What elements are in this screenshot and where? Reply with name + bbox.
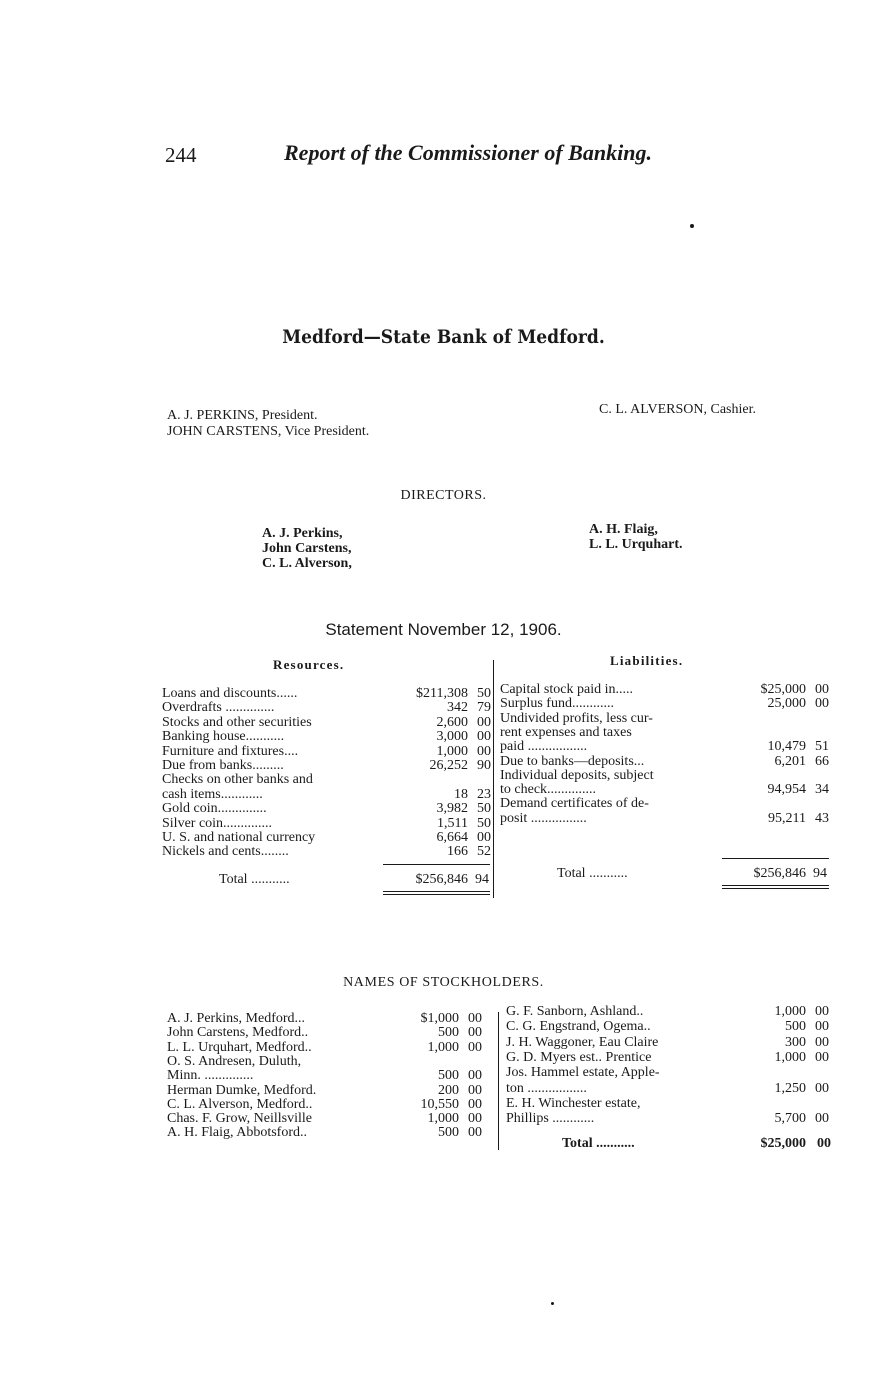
row-cents: 00 xyxy=(468,1039,482,1055)
row-label: Banking house........... xyxy=(162,729,285,745)
row-dollars: $211,308 xyxy=(416,686,468,701)
row-label: J. H. Waggoner, Eau Claire xyxy=(506,1034,659,1050)
row-label: Demand certificates of de- xyxy=(500,796,649,812)
row-dollars: 200 xyxy=(438,1082,459,1098)
row-dollars: 300 xyxy=(785,1034,806,1050)
total-label: Total ........... xyxy=(562,1136,635,1151)
row-cents: 00 xyxy=(477,743,491,759)
row-dollars: 166 xyxy=(447,844,468,860)
total-cents: 94 xyxy=(475,872,489,887)
director-name: L. L. Urquhart. xyxy=(589,537,683,552)
row-dollars: 1,000 xyxy=(427,1111,459,1127)
row-label: L. L. Urquhart, Medford.. xyxy=(167,1039,312,1055)
row-label: Overdrafts .............. xyxy=(162,700,275,716)
row-cents: 43 xyxy=(815,810,829,826)
officer-president: A. J. PERKINS, President. xyxy=(167,408,318,423)
bank-title: Medford—State Bank of Medford. xyxy=(282,326,605,348)
row-dollars: 6,201 xyxy=(774,753,806,769)
director-name: A. J. Perkins, xyxy=(262,526,343,541)
total-dollars: $256,846 xyxy=(753,866,806,881)
row-cents: 00 xyxy=(477,830,491,845)
row-label: E. H. Winchester estate, xyxy=(506,1095,641,1111)
row-label: Individual deposits, subject xyxy=(500,767,654,783)
row-label: Loans and discounts...... xyxy=(162,686,298,701)
row-cents: 00 xyxy=(468,1082,482,1098)
liabilities-subtotal-rule xyxy=(722,858,829,859)
row-dollars: 500 xyxy=(438,1025,459,1041)
resources-total-double-rule xyxy=(383,894,490,895)
row-cents: 52 xyxy=(477,844,491,860)
row-dollars: 5,700 xyxy=(774,1111,806,1127)
directors-right-list xyxy=(589,522,682,552)
row-dollars: 500 xyxy=(438,1068,459,1084)
row-label: Nickels and cents........ xyxy=(162,844,289,860)
row-dollars: 1,000 xyxy=(436,743,468,759)
row-label: Silver coin.............. xyxy=(162,815,273,831)
row-dollars: $25,000 xyxy=(760,682,806,697)
row-label: Gold coin.............. xyxy=(162,801,267,817)
running-title: Report of the Commissioner of Banking. xyxy=(284,140,652,165)
row-cents: 00 xyxy=(815,1019,829,1035)
row-label: Stocks and other securities xyxy=(162,714,312,730)
row-label: Herman Dumke, Medford. xyxy=(167,1082,317,1098)
row-label: Due to banks—deposits... xyxy=(500,753,645,769)
row-label: A. H. Flaig, Abbotsford.. xyxy=(167,1125,307,1141)
row-dollars: 2,600 xyxy=(436,714,468,730)
row-dollars: 1,000 xyxy=(774,1049,806,1065)
directors-left-list xyxy=(262,526,352,571)
resources-heading: Resources. xyxy=(273,657,345,672)
row-dollars: 10,550 xyxy=(420,1096,459,1112)
row-dollars: 3,000 xyxy=(436,729,468,745)
total-dollars: $256,846 xyxy=(415,872,468,887)
row-dollars: 1,250 xyxy=(774,1080,806,1096)
total-label: Total ........... xyxy=(557,866,628,881)
row-label: rent expenses and taxes xyxy=(500,724,632,740)
resources-subtotal-rule xyxy=(383,864,490,865)
row-cents: 23 xyxy=(477,786,491,802)
resources-total-double-rule xyxy=(383,891,490,892)
row-cents: 00 xyxy=(468,1096,482,1112)
liabilities-total-double-rule xyxy=(722,888,829,889)
row-cents: 50 xyxy=(477,815,491,831)
print-speck xyxy=(690,224,694,228)
officer-vice-president: JOHN CARSTENS, Vice President. xyxy=(167,424,370,439)
row-cents: 90 xyxy=(477,758,491,773)
row-dollars: 94,954 xyxy=(767,782,806,798)
row-cents: 00 xyxy=(477,729,491,745)
liabilities-total-double-rule xyxy=(722,885,829,886)
row-dollars: 342 xyxy=(447,700,468,716)
statement-title: Statement November 12, 1906. xyxy=(325,620,562,639)
row-label: Undivided profits, less cur- xyxy=(500,710,653,726)
row-label: O. S. Andresen, Duluth, xyxy=(167,1053,302,1069)
print-speck xyxy=(551,1302,554,1305)
row-label: Checks on other banks and xyxy=(162,772,313,788)
row-label: G. D. Myers est.. Prentice xyxy=(506,1049,652,1065)
row-cents: 00 xyxy=(815,1111,829,1127)
row-label: A. J. Perkins, Medford... xyxy=(167,1011,306,1026)
total-cents: 00 xyxy=(817,1136,831,1151)
total-dollars: $25,000 xyxy=(760,1136,806,1151)
row-dollars: 3,982 xyxy=(436,801,468,817)
row-cents: 00 xyxy=(468,1111,482,1127)
row-dollars: 500 xyxy=(785,1019,806,1035)
row-label: posit ................ xyxy=(500,810,587,826)
row-dollars: 1,000 xyxy=(427,1039,459,1055)
row-label: Capital stock paid in..... xyxy=(500,682,633,697)
total-cents: 94 xyxy=(813,866,827,881)
row-dollars: 18 xyxy=(454,786,468,802)
row-dollars: 1,000 xyxy=(774,1004,806,1019)
row-label: Chas. F. Grow, Neillsville xyxy=(167,1111,312,1127)
row-dollars: 10,479 xyxy=(767,739,806,755)
row-label: cash items............ xyxy=(162,786,263,802)
row-label: G. F. Sanborn, Ashland.. xyxy=(506,1004,644,1019)
row-cents: 00 xyxy=(815,1034,829,1050)
row-cents: 00 xyxy=(468,1068,482,1084)
row-label: U. S. and national currency xyxy=(162,830,316,845)
row-dollars: 25,000 xyxy=(767,696,806,712)
row-label: C. G. Engstrand, Ogema.. xyxy=(506,1019,651,1035)
row-cents: 79 xyxy=(477,700,491,716)
stockholders-column-divider xyxy=(498,1012,499,1150)
row-dollars: 6,664 xyxy=(436,830,468,845)
row-dollars: 500 xyxy=(438,1125,459,1141)
row-label: Due from banks......... xyxy=(162,758,284,773)
stockholders-heading: NAMES OF STOCKHOLDERS. xyxy=(343,975,544,990)
row-cents: 00 xyxy=(477,714,491,730)
officer-cashier: C. L. ALVERSON, Cashier. xyxy=(599,402,756,417)
row-cents: 00 xyxy=(468,1025,482,1041)
row-label: Furniture and fixtures.... xyxy=(162,743,299,759)
row-cents: 50 xyxy=(477,801,491,817)
statement-column-divider xyxy=(493,660,494,898)
row-label: Surplus fund............ xyxy=(500,696,614,712)
director-name: John Carstens, xyxy=(262,541,352,556)
page-number: 244 xyxy=(165,143,197,167)
row-dollars: 1,511 xyxy=(437,815,468,831)
row-cents: 00 xyxy=(468,1011,482,1026)
liabilities-heading: Liabilities. xyxy=(610,653,684,668)
row-cents: 00 xyxy=(815,682,829,697)
row-cents: 51 xyxy=(815,739,829,755)
row-dollars: $1,000 xyxy=(420,1011,459,1026)
row-cents: 34 xyxy=(815,782,829,798)
row-cents: 00 xyxy=(468,1125,482,1141)
directors-heading: DIRECTORS. xyxy=(400,488,487,503)
row-cents: 00 xyxy=(815,1049,829,1065)
row-label: C. L. Alverson, Medford.. xyxy=(167,1096,313,1112)
director-name: C. L. Alverson, xyxy=(262,556,352,571)
row-label: paid ................. xyxy=(500,739,588,755)
row-label: Minn. .............. xyxy=(167,1068,254,1084)
total-label: Total ........... xyxy=(219,872,290,887)
row-label: to check.............. xyxy=(500,782,597,798)
row-label: Phillips ............ xyxy=(506,1111,595,1127)
row-cents: 00 xyxy=(815,1004,829,1019)
row-cents: 00 xyxy=(815,696,829,712)
row-dollars: 95,211 xyxy=(768,810,806,826)
row-cents: 00 xyxy=(815,1080,829,1096)
row-label: John Carstens, Medford.. xyxy=(167,1025,309,1041)
row-cents: 50 xyxy=(477,686,491,701)
row-cents: 66 xyxy=(815,753,829,769)
row-label: Jos. Hammel estate, Apple- xyxy=(506,1065,660,1081)
row-dollars: 26,252 xyxy=(429,758,468,773)
row-label: ton ................. xyxy=(506,1080,587,1096)
director-name: A. H. Flaig, xyxy=(589,522,658,537)
